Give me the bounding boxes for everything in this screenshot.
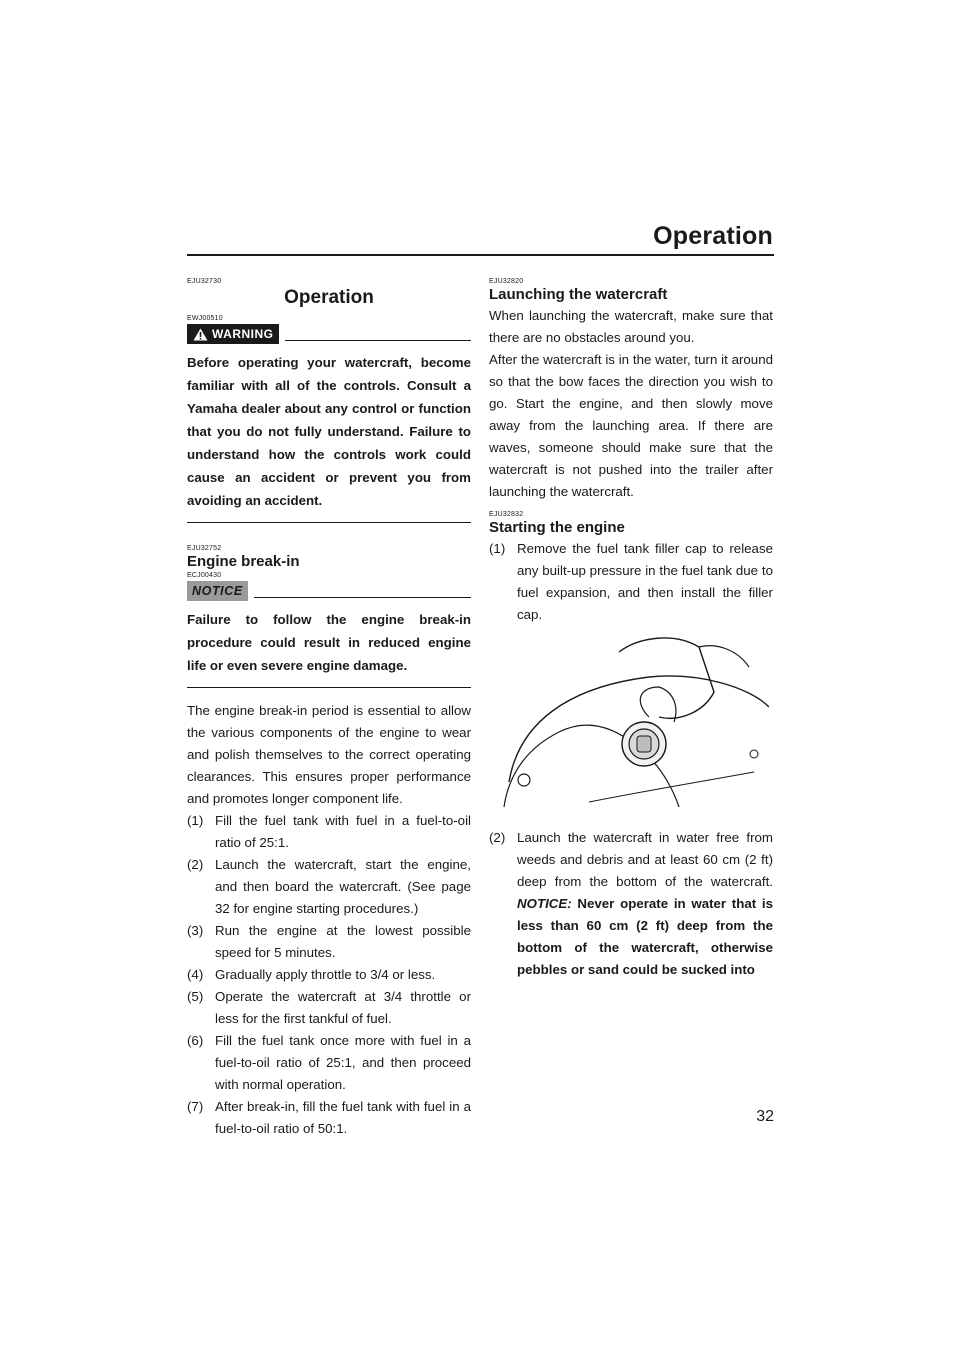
notice-rule	[254, 597, 471, 598]
notice-header	[187, 580, 471, 602]
section-code: EJU32820	[489, 278, 524, 285]
left-column	[187, 278, 471, 1140]
section-title-operation: Operation	[284, 287, 374, 308]
section-title-launching: Launching the watercraft	[489, 286, 668, 303]
warning-rule	[285, 340, 472, 341]
section-title-engine-break-in: Engine break-in	[187, 553, 300, 570]
section-code: EJU32730	[187, 278, 222, 285]
list-item: (3) Run the engine at the lowest possible speed for 5 minutes.	[187, 923, 471, 960]
list-item: (5) Operate the watercraft at 3/4 throttle or less for the first tankful of fuel.	[187, 989, 471, 1026]
warning-label: WARNING	[212, 327, 274, 341]
right-column	[489, 278, 773, 981]
section-code: EJU32752	[187, 545, 222, 552]
step-2-text: Launch the watercraft in water free from weeds and debris and at least 60 cm (2 ft) deep from the bottom of the watercraft.	[517, 830, 773, 889]
page-number: 32	[756, 1108, 774, 1125]
warning-header	[187, 323, 471, 345]
notice-badge: NOTICE	[187, 581, 248, 601]
section-code: EJU32832	[489, 511, 524, 518]
inline-notice-text: Never operate in water that is less than 60 cm (2 ft) deep from the bottom of the watercraft, otherwise pebbles or sand could be sucked into	[517, 896, 773, 977]
header-rule	[187, 254, 774, 256]
list-item: (7) After break-in, fill the fuel tank with fuel in a fuel-to-oil ratio of 50:1.	[187, 1099, 471, 1136]
warning-text: Before operating your watercraft, become familiar with all of the controls. Consult a Yamaha dealer about any control or function that you do not fully understand. Failure to understand how the controls work could cause an accident or prevent you from avoiding an accident.	[187, 355, 471, 508]
break-in-intro: The engine break-in period is essential to allow the various components of the engine to wear and polish themselves to the correct operating clearances. This ensures proper performance and promotes longer component life.	[187, 703, 471, 806]
list-item: (6) Fill the fuel tank once more with fuel in a fuel-to-oil ratio of 25:1, and then proceed with normal operation.	[187, 1033, 471, 1092]
starting-steps	[489, 538, 773, 626]
warning-badge	[187, 324, 279, 344]
warning-code: EWJ00510	[187, 315, 223, 322]
page-header-title: Operation	[653, 222, 773, 250]
section-title-starting-engine: Starting the engine	[489, 519, 625, 536]
fuel-cap-illustration	[499, 632, 769, 812]
break-in-steps	[187, 810, 471, 1140]
inline-notice-label: NOTICE:	[517, 896, 572, 911]
list-item: (2) Launch the watercraft, start the engine, and then board the watercraft. (See page 32 for engine starting procedures.)	[187, 857, 471, 916]
list-item: (1) Remove the fuel tank filler cap to release any built-up pressure in the fuel tank due to fuel expansion, and then install the filler cap.	[489, 541, 773, 622]
launch-paragraph-2: After the watercraft is in the water, turn it around so that the bow faces the direction you wish to go. Start the engine, and then slowly move away from the launching area. If there are waves, someone should make sure that the watercraft is not pushed into the trailer after launching the watercraft.	[489, 352, 773, 499]
list-item: (4) Gradually apply throttle to 3/4 or less.	[187, 967, 436, 982]
list-item: (1) Fill the fuel tank with fuel in a fuel-to-oil ratio of 25:1.	[187, 813, 471, 850]
notice-code: ECJ00430	[187, 572, 222, 579]
list-item: (2) Launch the watercraft in water free from weeds and debris and at least 60 cm (2 ft) deep from the bottom of the watercraft. NOTICE: Never operate in water that is less than 60 cm (2 ft) deep from the bottom of the watercraft, otherwise pebbles or sand could be sucked into	[489, 830, 773, 977]
warning-triangle-icon	[193, 328, 208, 341]
starting-steps-continued	[489, 827, 773, 981]
notice-text: Failure to follow the engine break-in procedure could result in reduced engine life or even severe engine damage.	[187, 612, 471, 673]
launch-paragraph-1: When launching the watercraft, make sure that there are no obstacles around you.	[489, 308, 773, 345]
